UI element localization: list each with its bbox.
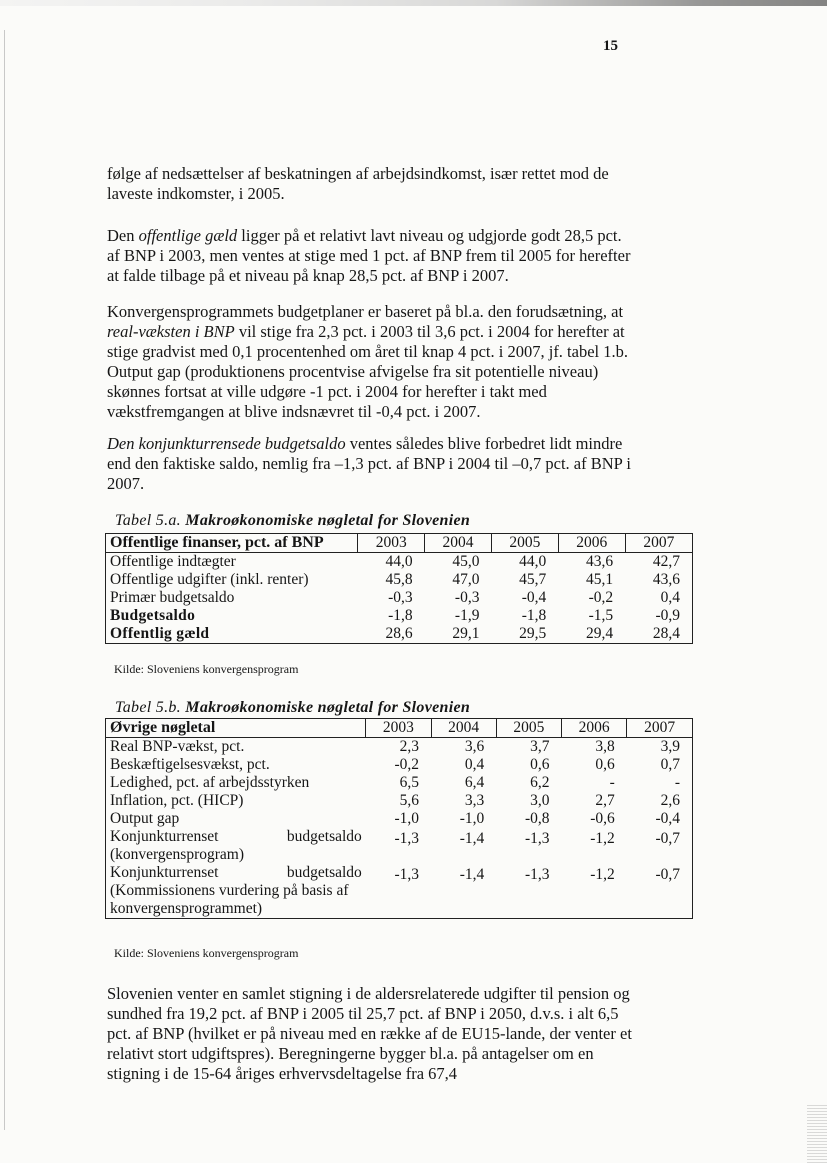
cell-value: -1,0 — [459, 810, 485, 827]
paragraph-ageing-costs: Slovenien venter en samlet stigning i de aldersrelaterede udgifter til pension og sundhed fra 19,2 pct. af BNP i 2005 til 25,7 pct. af BNP i 2050, d.v.s. i alt 6,5 pct. af BNP (hvilket er på niveau med en række af de EU15-lande, der venter et relativt stort udgiftspres). Beregningerne bygger bl.a. på antagelser om en stigning i de 15-64 åriges erhvervsdeltagelse fra 67,4 — [107, 984, 632, 1083]
cell-value: -1,3 — [524, 866, 550, 883]
cell-value: -1,4 — [459, 830, 485, 847]
paragraph-text: ligger på et relativt lavt niveau og udgjorde godt 28,5 pct. af BNP i 2003, men ventes at stige med 1 pct. af BNP frem til 2005 for herefter at falde tilbage på et niveau på knap 28,5 pct. af BNP i 2007. — [107, 226, 631, 285]
cell-value: 29,1 — [452, 625, 480, 642]
cell-value: -0,6 — [590, 810, 615, 827]
cell-value: -1,0 — [394, 810, 420, 827]
cell-value: -0,7 — [655, 866, 680, 883]
year-header: 2004 — [425, 534, 492, 553]
row-label-line — [110, 864, 362, 882]
row-label-part: Konjunkturrenset — [110, 828, 219, 845]
table-row — [106, 774, 693, 792]
cell-value: 42,7 — [652, 553, 680, 570]
year-header: 2003 — [366, 719, 431, 738]
table-b-source: Kilde: Sloveniens konvergensprogram — [114, 946, 299, 960]
cell-value: 28,6 — [385, 625, 413, 642]
row-label: Offentlige indtægter — [110, 553, 236, 570]
cell-value: 0,4 — [660, 589, 680, 606]
cell-value: 2,6 — [660, 792, 680, 809]
emphasis-text: real-væksten i BNP — [107, 322, 235, 341]
table-row — [106, 792, 693, 810]
cell-value: 44,0 — [519, 553, 547, 570]
cell-value: -0,4 — [521, 589, 547, 606]
row-label-part: (konvergensprogram) — [110, 846, 245, 863]
table-b-caption — [115, 699, 470, 717]
table-row — [106, 756, 693, 774]
table-public-finances — [105, 533, 693, 644]
year-header: 2005 — [491, 534, 558, 553]
cell-value: 45,0 — [452, 553, 480, 570]
emphasis-text: Den konjunkturrensede budgetsaldo — [107, 434, 346, 453]
emphasis-text: offentlige gæld — [138, 226, 238, 245]
scan-edge-top — [0, 0, 827, 6]
cell-value: -0,3 — [454, 589, 480, 606]
cell-value: 29,4 — [586, 625, 614, 642]
year-header: 2003 — [358, 534, 425, 553]
cell-value: 45,1 — [586, 571, 614, 588]
table-b-caption-number: Tabel 5.b. — [115, 699, 181, 716]
table-a-caption-title: Makroøkonomiske nøgletal for Slovenien — [185, 512, 471, 529]
row-label: Budgetsaldo — [110, 607, 196, 624]
page-number: 15 — [603, 38, 618, 54]
cell-value: 2,3 — [399, 738, 420, 755]
table-row — [106, 589, 693, 607]
cell-value: -1,2 — [590, 830, 615, 847]
row-label: Ledighed, pct. af arbejdsstyrken — [110, 774, 310, 791]
table-header-row — [106, 719, 693, 738]
paragraph-cyclical-balance — [107, 434, 632, 494]
cell-value: 0,7 — [660, 756, 680, 773]
year-header: 2006 — [558, 534, 625, 553]
cell-value: -0,4 — [655, 810, 680, 827]
cell-value: 3,0 — [530, 792, 550, 809]
cell-value: 2,7 — [595, 792, 615, 809]
table-header-row — [106, 534, 693, 553]
cell-value: 6,5 — [399, 774, 420, 791]
cell-value: - — [674, 774, 680, 791]
cell-value: 45,7 — [519, 571, 547, 588]
row-label: Offentlige udgifter (inkl. renter) — [110, 571, 309, 588]
year-header: 2004 — [431, 719, 496, 738]
cell-value: 3,9 — [660, 738, 680, 755]
cell-value: 3,3 — [464, 792, 485, 809]
year-header: 2007 — [625, 534, 692, 553]
cell-value: -1,5 — [588, 607, 614, 624]
cell-value: -1,9 — [454, 607, 480, 624]
cell-value: -0,8 — [524, 810, 550, 827]
paragraph-tax-cuts: følge af nedsættelser af beskatningen af arbejdsindkomst, især rettet mod de laveste indkomster, i 2005. — [107, 164, 609, 203]
cell-value: -1,3 — [394, 830, 420, 847]
cell-value: 43,6 — [652, 571, 680, 588]
paragraph-text: ventes således blive forbedret lidt mindre end den faktiske saldo, nemlig fra –1,3 pct. af BNP i 2004 til –0,7 pct. af BNP i 2007. — [107, 434, 631, 493]
cell-value: 0,6 — [530, 756, 550, 773]
cell-value: 5,6 — [399, 792, 420, 809]
cell-value: 3,6 — [464, 738, 485, 755]
table-header-label: Øvrige nøgletal — [106, 719, 366, 738]
cell-value: 3,8 — [595, 738, 615, 755]
cell-value: 3,7 — [530, 738, 550, 755]
cell-value: -1,2 — [590, 866, 615, 883]
cell-value: 6,2 — [530, 774, 550, 791]
row-label: Real BNP-vækst, pct. — [110, 738, 245, 755]
cell-value: 43,6 — [586, 553, 614, 570]
paragraph-text: Den — [107, 226, 139, 245]
table-row — [106, 625, 693, 644]
table-header-label: Offentlige finanser, pct. af BNP — [106, 534, 358, 553]
cell-value: -0,9 — [655, 607, 680, 624]
paragraph-text: vil stige fra 2,3 pct. i 2003 til 3,6 pct. i 2004 for herefter at stige gradvist med 0,1 procentenhed om året til knap 4 pct. i 2007, jf. tabel 1.b. Output gap (produktionens procentvise afvigelse fra sit potentielle niveau) skønnes fortsat at ville udgøre -1 pct. i 2004 for herefter i takt med vækstfremgangen at blive indsnævret til -0,4 pct. i 2007. — [107, 322, 628, 421]
table-row — [106, 828, 693, 864]
row-label: Beskæftigelsesvækst, pct. — [110, 756, 270, 773]
year-header: 2005 — [496, 719, 561, 738]
cell-value: 6,4 — [464, 774, 485, 791]
table-a-source: Kilde: Sloveniens konvergensprogram — [114, 662, 299, 676]
row-label-part: Konjunkturrenset — [110, 864, 219, 881]
row-label-part: (Kommissionens vurdering på basis af konvergensprogrammet) — [110, 882, 349, 917]
row-label — [106, 864, 366, 919]
cell-value: 29,5 — [519, 625, 547, 642]
cell-value: 0,6 — [595, 756, 615, 773]
table-row — [106, 553, 693, 572]
cell-value: -1,3 — [394, 866, 420, 883]
cell-value: 0,4 — [464, 756, 485, 773]
year-header: 2007 — [627, 719, 693, 738]
row-label-part: budgetsaldo — [286, 864, 362, 881]
row-label-part: budgetsaldo — [286, 828, 362, 845]
cell-value: -0,2 — [394, 756, 420, 773]
cell-value: -0,3 — [388, 589, 413, 606]
table-row — [106, 571, 693, 589]
table-row — [106, 810, 693, 828]
row-label: Offentlig gæld — [110, 625, 210, 642]
scan-corner-noise — [807, 1103, 827, 1163]
cell-value: 45,8 — [385, 571, 413, 588]
table-other-indicators — [105, 718, 693, 919]
row-label — [106, 828, 366, 864]
table-a-caption-number: Tabel 5.a. — [115, 512, 181, 529]
table-row — [106, 864, 693, 919]
year-header: 2006 — [562, 719, 627, 738]
table-row — [106, 738, 693, 757]
table-a-caption — [115, 512, 470, 530]
cell-value: -1,8 — [388, 607, 413, 624]
cell-value: -1,8 — [521, 607, 547, 624]
cell-value: 44,0 — [385, 553, 413, 570]
table-row — [106, 607, 693, 625]
paragraph-public-debt — [107, 226, 632, 286]
cell-value: -0,7 — [655, 830, 680, 847]
paragraph-budget-plans — [107, 302, 632, 422]
cell-value: - — [609, 774, 615, 791]
cell-value: -1,3 — [524, 830, 550, 847]
paragraph-text: Konvergensprogrammets budgetplaner er baseret på bl.a. den forudsætning, at — [107, 302, 624, 321]
row-label: Inflation, pct. (HICP) — [110, 792, 244, 809]
row-label-line — [110, 828, 362, 846]
table-b-caption-title: Makroøkonomiske nøgletal for Slovenien — [185, 699, 471, 716]
cell-value: 28,4 — [652, 625, 680, 642]
row-label: Output gap — [110, 810, 180, 827]
row-label: Primær budgetsaldo — [110, 589, 235, 606]
cell-value: -0,2 — [588, 589, 614, 606]
scan-edge-left — [4, 30, 5, 1130]
cell-value: 47,0 — [452, 571, 480, 588]
cell-value: -1,4 — [459, 866, 485, 883]
